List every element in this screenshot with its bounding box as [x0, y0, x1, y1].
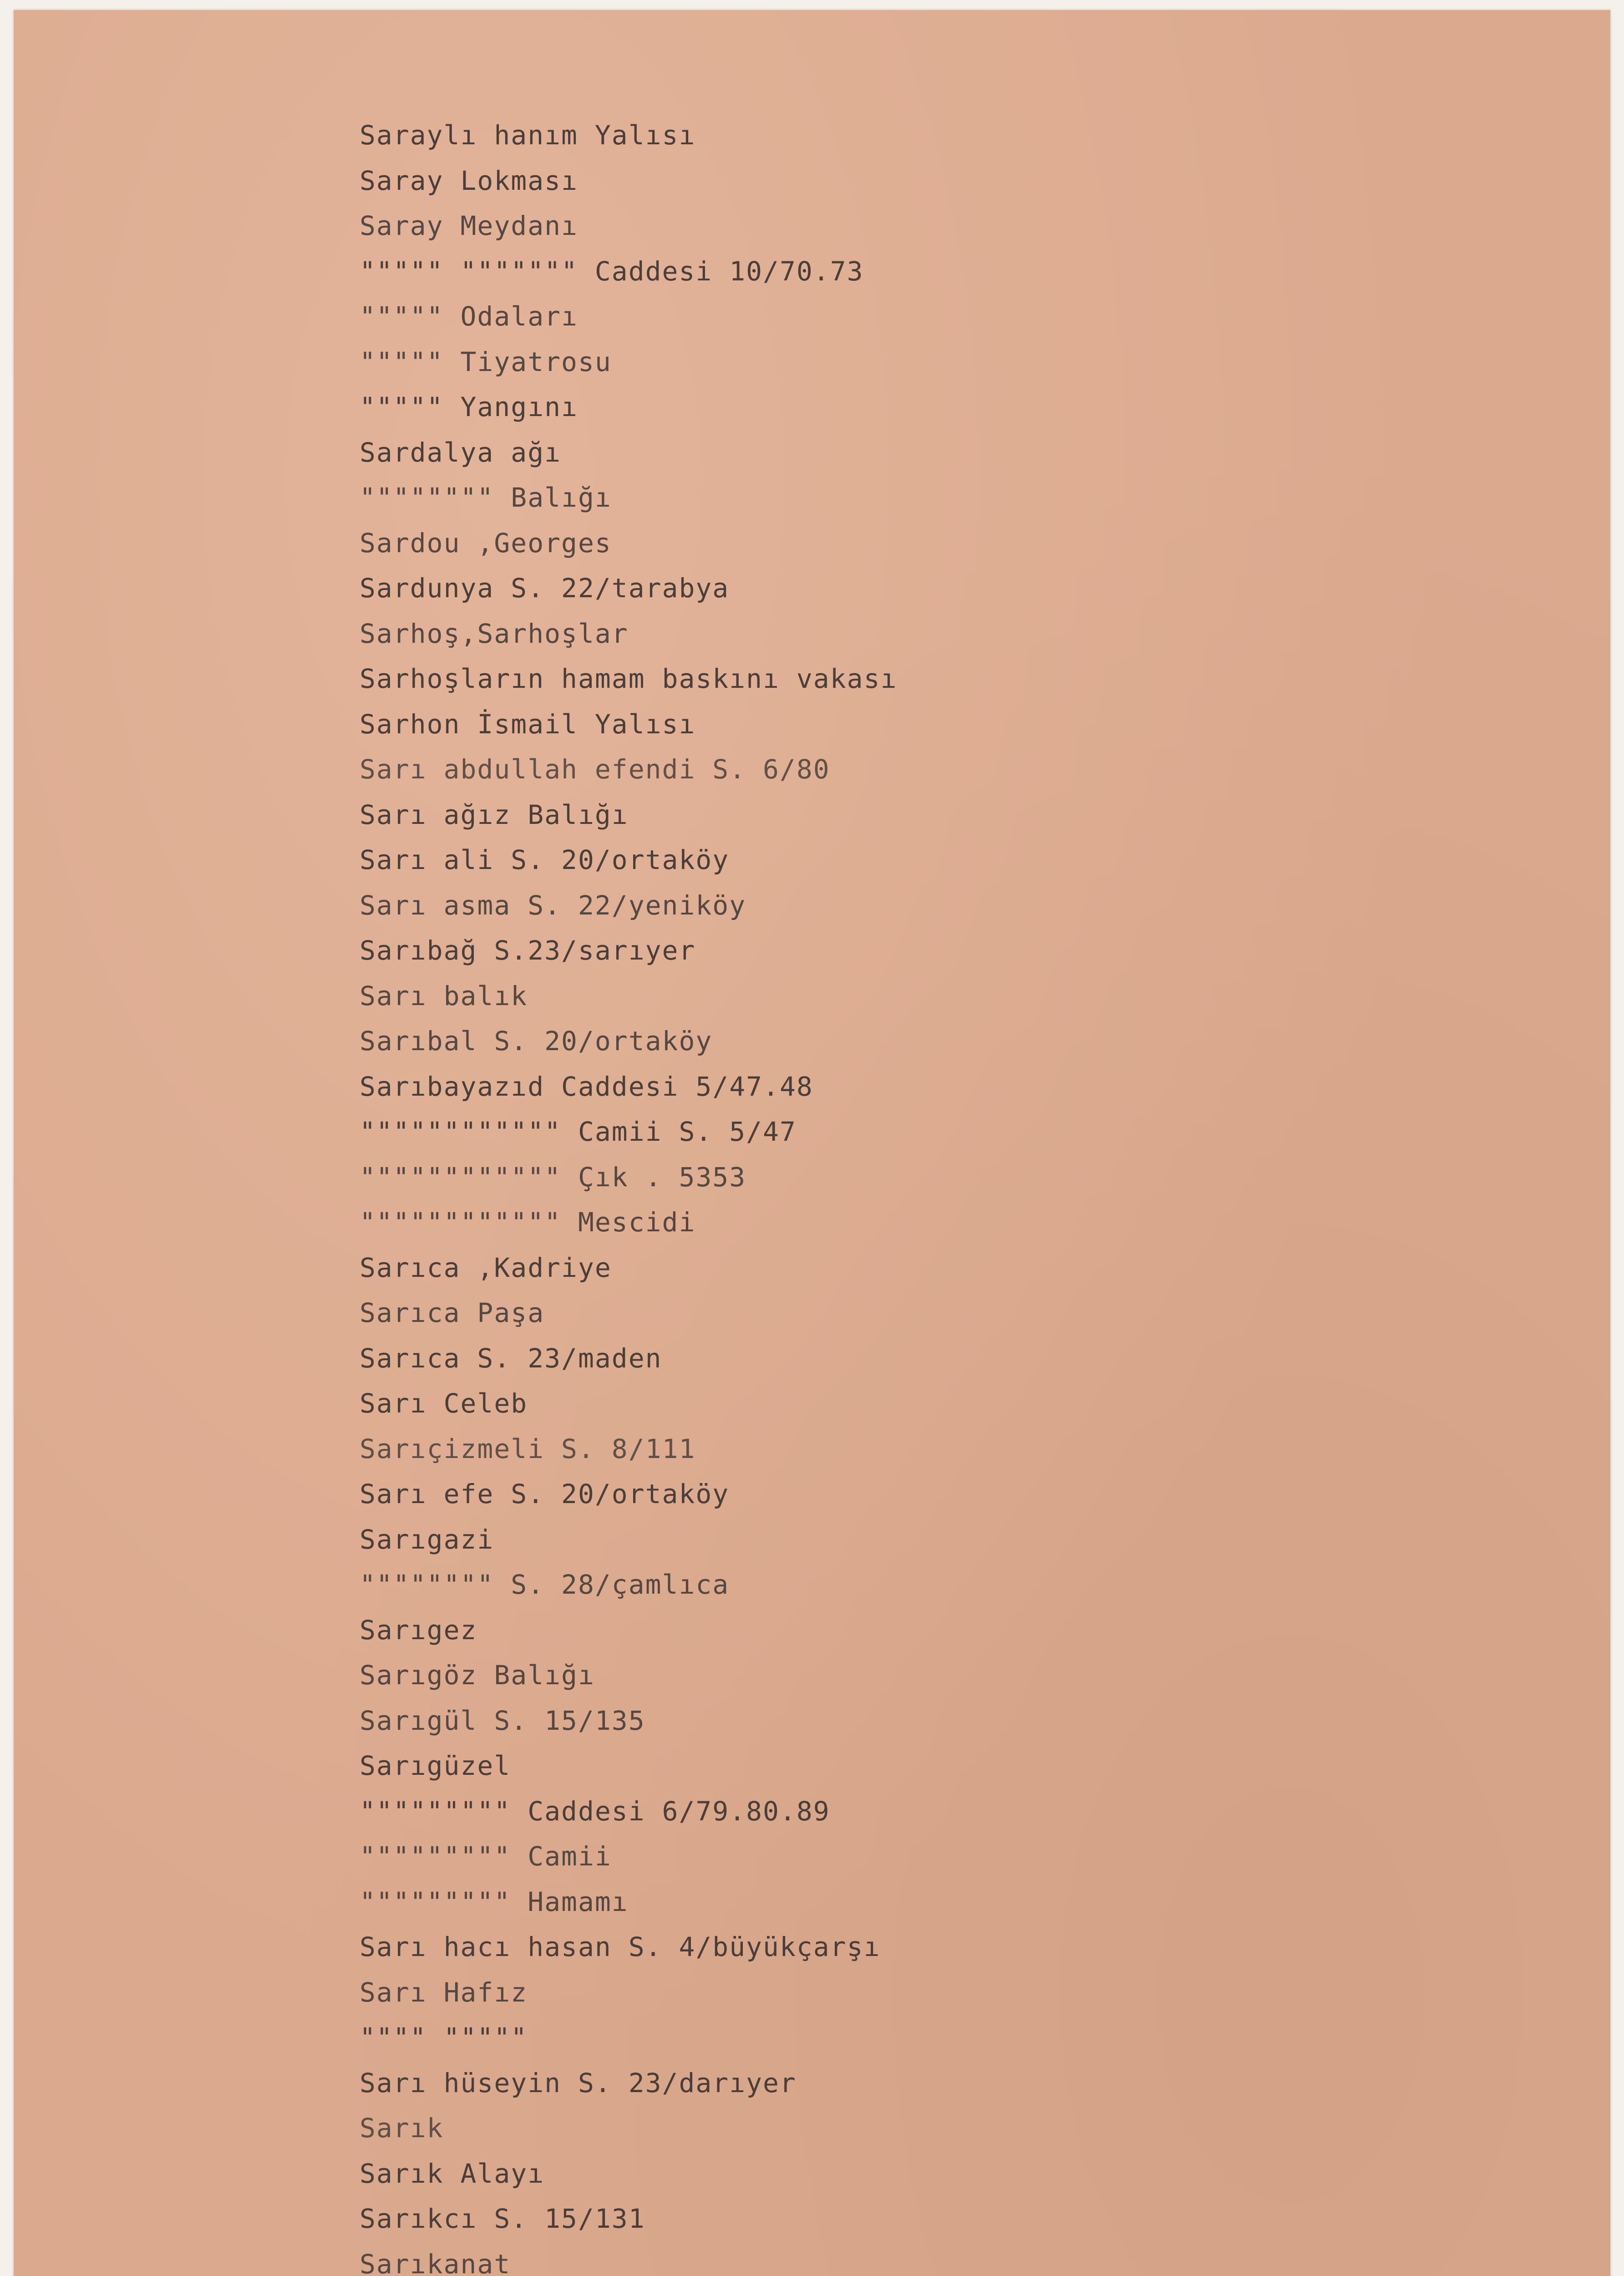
entry-line: """"""""" Caddesi 6/79.80.89 [360, 1795, 830, 1827]
entry-line: Sarıgüzel [360, 1750, 511, 1781]
entry-line: Sarıca Paşa [360, 1297, 545, 1328]
entry-line: Sarı Hafız [360, 1976, 528, 2008]
entry-line: Sarıbayazıd Caddesi 5/47.48 [360, 1071, 813, 1102]
entry-line: Sarık Alayı [360, 2158, 545, 2189]
entry-line: """"" Odaları [360, 301, 578, 332]
entry-line: Sarı asma S. 22/yeniköy [360, 889, 746, 921]
entry-line: Sarıkcı S. 15/131 [360, 2203, 645, 2234]
entry-line: Sarhoşların hamam baskını vakası [360, 663, 898, 694]
entry-line: Sarıca S. 23/maden [360, 1342, 662, 1374]
entry-line: Sarı abdullah efendi S. 6/80 [360, 754, 830, 785]
entry-line: """"""""" Camii [360, 1841, 612, 1872]
entry-line: Sarı efe S. 20/ortaköy [360, 1478, 730, 1509]
entry-line: Sarıkanat [360, 2248, 511, 2276]
entry-line: Sarı ali S. 20/ortaköy [360, 844, 730, 875]
entry-line: Sarıçizmeli S. 8/111 [360, 1433, 696, 1464]
entry-line: Sarık [360, 2113, 444, 2144]
entry-line: """""""""""" Çık . 5353 [360, 1161, 746, 1193]
typed-index-sheet [14, 10, 1610, 2276]
entry-line: Sarhon İsmail Yalısı [360, 708, 696, 740]
entry-line: """"" Tiyatrosu [360, 346, 612, 377]
entry-line: Saray Meydanı [360, 210, 578, 241]
entry-line: Sarı ağız Balığı [360, 799, 629, 830]
entry-line: Sarhoş,Sarhoşlar [360, 618, 629, 649]
entry-line: Sardalya ağı [360, 437, 562, 468]
entry-line: Sarı hüseyin S. 23/darıyer [360, 2067, 797, 2098]
entry-line: """""""" S. 28/çamlıca [360, 1569, 730, 1600]
entry-line: Saray Lokması [360, 165, 578, 196]
entry-line: Sarıgül S. 15/135 [360, 1705, 645, 1736]
entry-line: Sardou ,Georges [360, 527, 612, 559]
entry-line: Sarı balık [360, 980, 528, 1011]
entry-line: """""""""""" Mescidi [360, 1207, 696, 1238]
entry-line: Sarı hacı hasan S. 4/büyükçarşı [360, 1931, 881, 1962]
entry-line: """" """"" [360, 2022, 528, 2053]
entry-line: Sarıca ,Kadriye [360, 1252, 612, 1283]
entry-line: Sarıbal S. 20/ortaköy [360, 1026, 713, 1057]
entry-line: Sarıbağ S.23/sarıyer [360, 935, 696, 966]
entry-line: Sarı Celeb [360, 1388, 528, 1419]
entry-line: """"" Yangını [360, 391, 578, 422]
entry-line: Sarıgez [360, 1614, 477, 1646]
entry-line: Sarıgöz Balığı [360, 1660, 595, 1691]
entry-line: Saraylı hanım Yalısı [360, 120, 696, 151]
entry-list [360, 113, 897, 2276]
entry-line: """"""""" Hamamı [360, 1886, 629, 1917]
entry-line: """""""" Balığı [360, 482, 612, 513]
entry-line: Sardunya S. 22/tarabya [360, 573, 730, 604]
entry-line: """""""""""" Camii S. 5/47 [360, 1116, 797, 1147]
entry-line: Sarıgazi [360, 1524, 494, 1555]
entry-line: """"" """"""" Caddesi 10/70.73 [360, 255, 864, 287]
